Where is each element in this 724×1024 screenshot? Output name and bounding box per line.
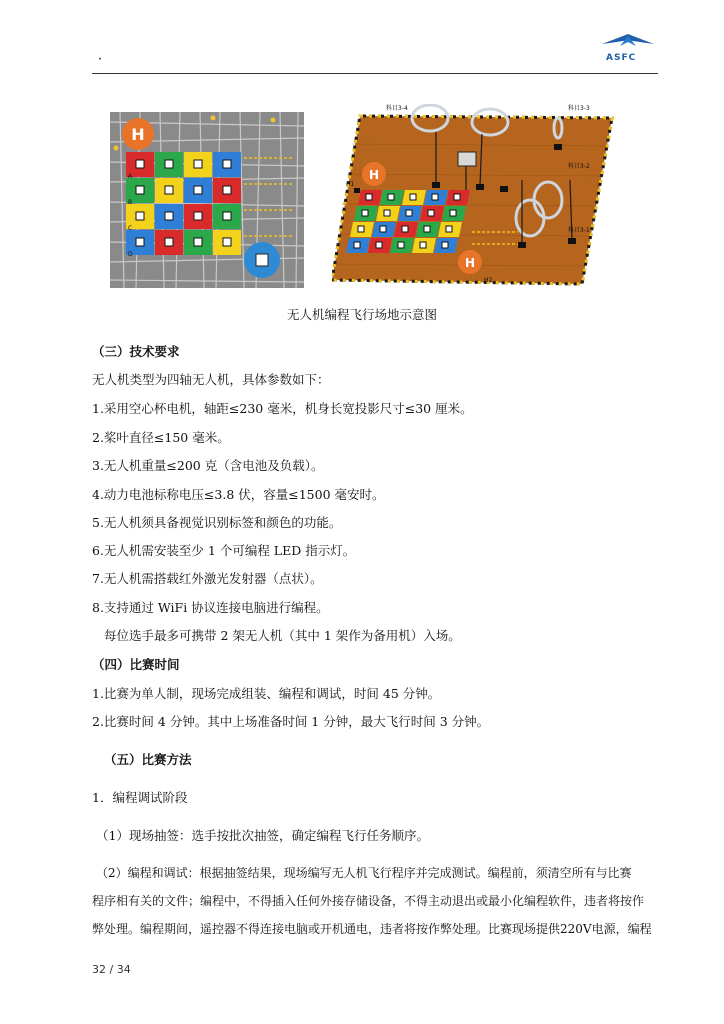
spec-item-7: 7.无人机需搭载红外激光发射器（点状）。 (92, 571, 323, 586)
grid-marker (165, 238, 173, 246)
spec-item-3: 3.无人机重量≤200 克（含电池及负载）。 (92, 458, 324, 473)
spec-item-6: 6.无人机需安装至少 1 个可编程 LED 指示灯。 (92, 543, 356, 558)
grid-marker (432, 194, 438, 200)
grid-marker (223, 238, 231, 246)
section-5-title: （五）比赛方法 (104, 752, 192, 767)
grid-marker (194, 238, 202, 246)
grid-marker (358, 226, 364, 232)
section-3-title: （三）技术要求 (92, 344, 180, 359)
spec-item-1: 1.采用空心杯电机，轴距≤230 毫米，机身长宽投影尺寸≤30 厘米。 (92, 401, 473, 416)
grid-marker (428, 210, 434, 216)
spec-item-5: 5.无人机须具备视觉识别标签和颜色的功能。 (92, 515, 342, 530)
field-map-left (110, 112, 304, 288)
grid-marker (366, 194, 372, 200)
paragraph-programming-line-2: 程序相有关的文件；编程中，不得插入任何外接存储设备，不得主动退出或最小化编程软件，违者将按作 (92, 894, 645, 908)
grid-marker (388, 194, 394, 200)
stage-1-title: 1．编程调试阶段 (92, 790, 188, 805)
figure-caption: 无人机编程飞行场地示意图 (286, 307, 437, 322)
grid-marker (362, 210, 368, 216)
grid-marker (136, 186, 144, 194)
grid-marker (136, 160, 144, 168)
grid-marker (223, 212, 231, 220)
grid-marker (223, 186, 231, 194)
header-mark: · (98, 52, 103, 67)
grid-marker (402, 226, 408, 232)
grid-marker (136, 238, 144, 246)
grid-marker (410, 194, 416, 200)
grid-row-a: A (128, 173, 133, 180)
grid-marker (194, 160, 202, 168)
grid-marker (450, 210, 456, 216)
grid-marker (380, 226, 386, 232)
grid-row-b: B (128, 199, 133, 206)
grid-marker (376, 242, 382, 248)
grid-row-c: C (128, 225, 133, 232)
right-pad-label-1: H (368, 168, 380, 182)
grid-marker (223, 160, 231, 168)
grid-marker (165, 212, 173, 220)
time-item-2: 2.比赛时间 4 分钟。其中上场准备时间 1 分钟，最大飞行时间 3 分钟。 (92, 714, 490, 729)
spare-drone-note: 每位选手最多可携带 2 架无人机（其中 1 架作为备用机）入场。 (104, 628, 461, 643)
grid-marker (446, 226, 452, 232)
field-map-right (332, 104, 614, 286)
paragraph-programming-line-1: （2）编程和调试：根据抽签结果，现场编写无人机飞行程序并完成测试。编程前，须清空所有与比赛 (96, 866, 632, 880)
label-subject-3-4: 科目3-4 (386, 105, 408, 112)
section-4-title: （四）比赛时间 (92, 657, 180, 672)
grid-marker (420, 242, 426, 248)
label-h2: H2 (484, 277, 493, 284)
label-h1: H1 (346, 181, 355, 188)
grid-marker (384, 210, 390, 216)
grid-marker (398, 242, 404, 248)
page-number: 32 / 34 (92, 963, 131, 976)
grid-marker (136, 212, 144, 220)
spec-item-8: 8.支持通过 WiFi 协议连接电脑进行编程。 (92, 600, 329, 615)
grid-row-d: D (128, 251, 133, 258)
label-subject-3-1: 科目3-1 (568, 227, 590, 234)
spec-item-4: 4.动力电池标称电压≤3.8 伏，容量≤1500 毫安时。 (92, 487, 385, 502)
paragraph-draw-lots: （1）现场抽签：选手按批次抽签，确定编程飞行任务顺序。 (96, 828, 429, 843)
logo-text: ASFC (606, 53, 637, 63)
grid-marker (165, 186, 173, 194)
grid-marker (354, 242, 360, 248)
grid-marker (194, 186, 202, 194)
spec-item-2: 2.桨叶直径≤150 毫米。 (92, 430, 230, 445)
grid-marker (424, 226, 430, 232)
grid-marker (194, 212, 202, 220)
label-subject-3-3: 科目3-3 (568, 105, 590, 112)
grid-marker (406, 210, 412, 216)
grid-marker (442, 242, 448, 248)
label-subject-3-2: 科目3-2 (568, 163, 590, 170)
time-item-1: 1.比赛为单人制，现场完成组装、编程和调试，时间 45 分钟。 (92, 686, 441, 701)
grid-marker (165, 160, 173, 168)
left-pad-label: H (131, 125, 145, 144)
header-rule (92, 73, 658, 74)
paragraph-programming-line-3: 弊处理。编程期间，遥控器不得连接电脑或开机通电，违者将按作弊处理。比赛现场提供220V电源，编程 (92, 922, 652, 936)
grid-marker (454, 194, 460, 200)
right-pad-label-2: H (464, 256, 476, 270)
spec-intro: 无人机类型为四轴无人机，具体参数如下： (92, 372, 330, 387)
